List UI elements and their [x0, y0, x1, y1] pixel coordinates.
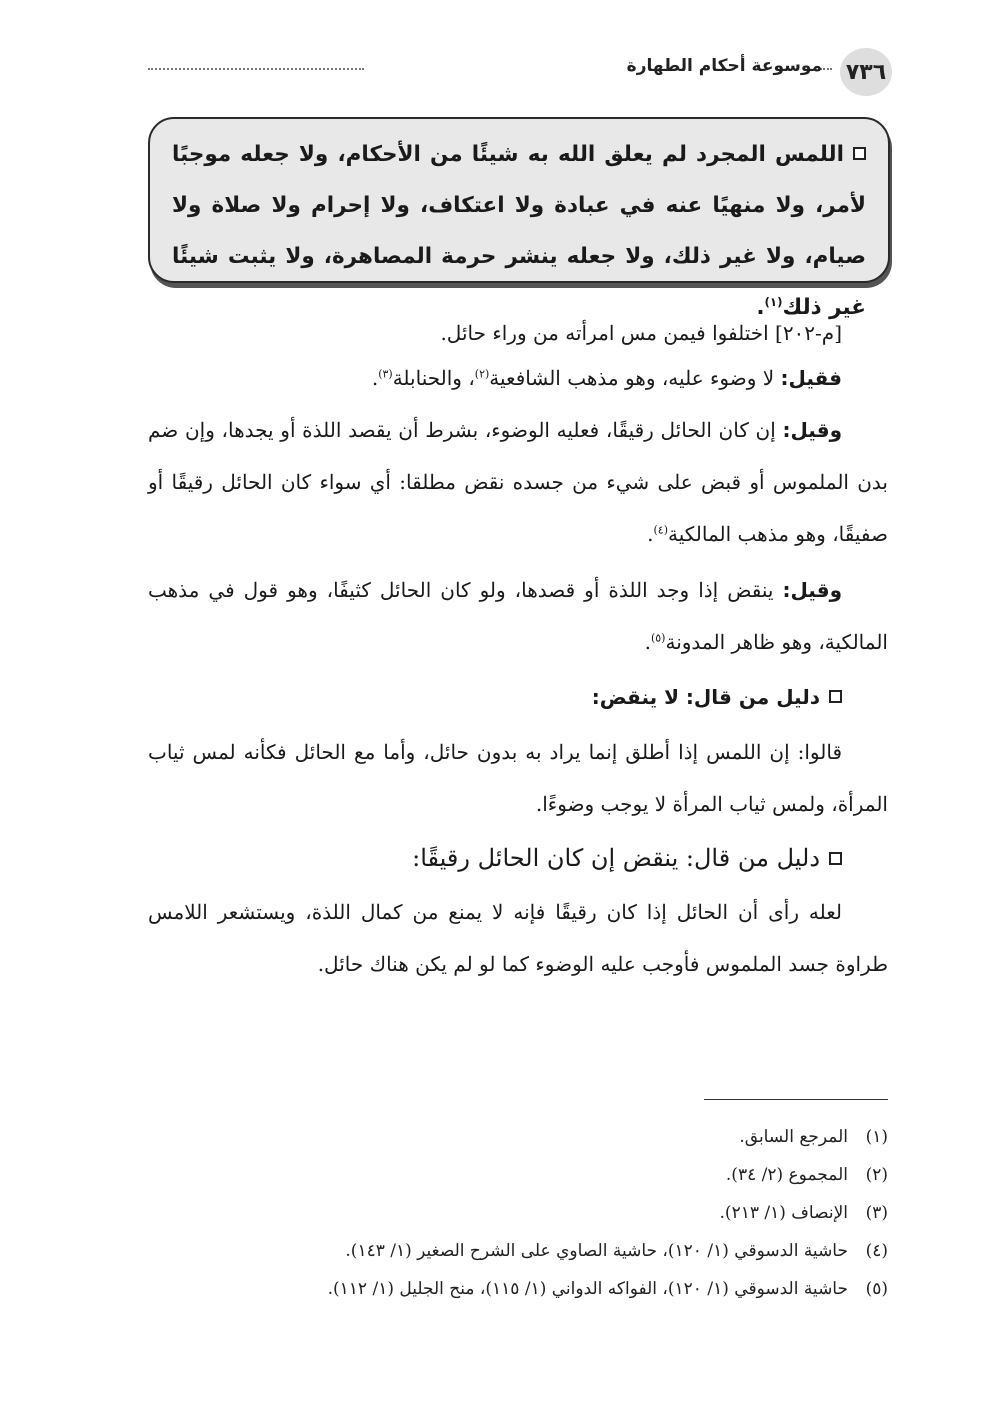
- evidence-2: لعله رأى أن الحائل إذا كان رقيقًا فإنه لا يمنع من كمال اللذة، ويستشعر اللامس طراوة جسد الملموس فأوجب عليه الوضوء كما لو لم يكن هناك حائل.: [148, 900, 888, 976]
- opinion-lead: وقيل:: [782, 578, 842, 602]
- evidence-1: قالوا: إن اللمس إذا أطلق إنما يراد به بدون حائل، وأما مع الحائل فكأنه لمس ثياب المرأة، ولمس ثياب المرأة لا يوجب وضوءًا.: [148, 740, 888, 816]
- footnote-ref: (٥): [650, 631, 666, 645]
- square-bullet-icon: [829, 852, 842, 865]
- book-title: [627, 56, 822, 76]
- footnotes: [148, 1118, 888, 1308]
- header-dotted-leader: [148, 68, 364, 70]
- issue-statement: [م-٢٠٢] اختلفوا فيمن مس امرأته من وراء حائل.: [440, 321, 842, 345]
- opinion-2: وقيل: إن كان الحائل رقيقًا، فعليه الوضوء، بشرط أن يقصد اللذة أو يجدها، وإن ضم بدن الملموس أو قبض على شيء من جسده نقض مطلقا: أي سواء كان الحائل رقيقًا أو صفيقًا، وهو مذهب المالكية$^{(٤)}$.: [148, 418, 888, 546]
- footnote-ref: (٣): [378, 367, 393, 381]
- footnote-ref: (١): [764, 294, 783, 309]
- opinion-lead: وقيل:: [782, 418, 842, 442]
- footnote-item: (٣)الإنصاف (١/ ٢١٣).: [719, 1203, 888, 1223]
- page-number: ٧٣٦: [840, 48, 892, 96]
- footnote-item: (٥)حاشية الدسوقي (١/ ١٢٠)، الفواكه الدواني (١/ ١١٥)، منح الجليل (١/ ١١٢).: [327, 1279, 888, 1299]
- footnote-item: (٤)حاشية الدسوقي (١/ ١٢٠)، حاشية الصاوي على الشرح الصغير (١/ ١٤٣).: [345, 1241, 888, 1261]
- highlight-text: اللمس المجرد لم يعلق الله به شيئًا من الأحكام، ولا جعله موجبًا لأمر، ولا منهيًا عنه في عبادة ولا اعتكاف، ولا إحرام ولا صلاة ولا صيام، ولا غير ذلك، ولا جعله ينشر حرمة المصاهرة، ولا يثبت شيئًا غير ذلك: [172, 142, 866, 320]
- book-title-text: موسوعة أحكام الطهارة: [626, 56, 822, 76]
- footnote-item: (١)المرجع السابق.: [739, 1127, 888, 1147]
- footnote-item: (٢)المجموع (٢/ ٣٤).: [725, 1165, 888, 1185]
- highlight-box: اللمس المجرد لم يعلق الله به شيئًا من الأحكام، ولا جعله موجبًا لأمر، ولا منهيًا عنه في عبادة ولا اعتكاف، ولا إحرام ولا صلاة ولا صيام، ولا غير ذلك، ولا جعله ينشر حرمة المصاهرة، ولا يثبت شيئًا غير ذلك$^{(١)}$.: [148, 117, 890, 283]
- section-heading: دليل من قال: لا ينقض:: [148, 672, 888, 722]
- footnote-separator: [704, 1099, 888, 1100]
- footnote-ref: (٢): [474, 367, 490, 381]
- page-header: [148, 44, 892, 100]
- section-heading: دليل من قال: ينقض إن كان الحائل رقيقًا:: [148, 830, 888, 886]
- opinion-3: وقيل: ينقض إذا وجد اللذة أو قصدها، ولو كان الحائل كثيفًا، وهو قول في مذهب المالكية، وهو ظاهر المدونة$^{(٥)}$.: [148, 578, 888, 654]
- square-bullet-icon: [853, 147, 866, 160]
- opinion-lead: فقيل:: [780, 366, 842, 390]
- footnote-ref: (٤): [653, 523, 668, 537]
- main-text: [148, 316, 888, 990]
- opinion-1: فقيل: لا وضوء عليه، وهو مذهب الشافعية$^{(٢)}$، والحنابلة$^{(٣)}$.: [371, 366, 842, 390]
- square-bullet-icon: [829, 690, 842, 703]
